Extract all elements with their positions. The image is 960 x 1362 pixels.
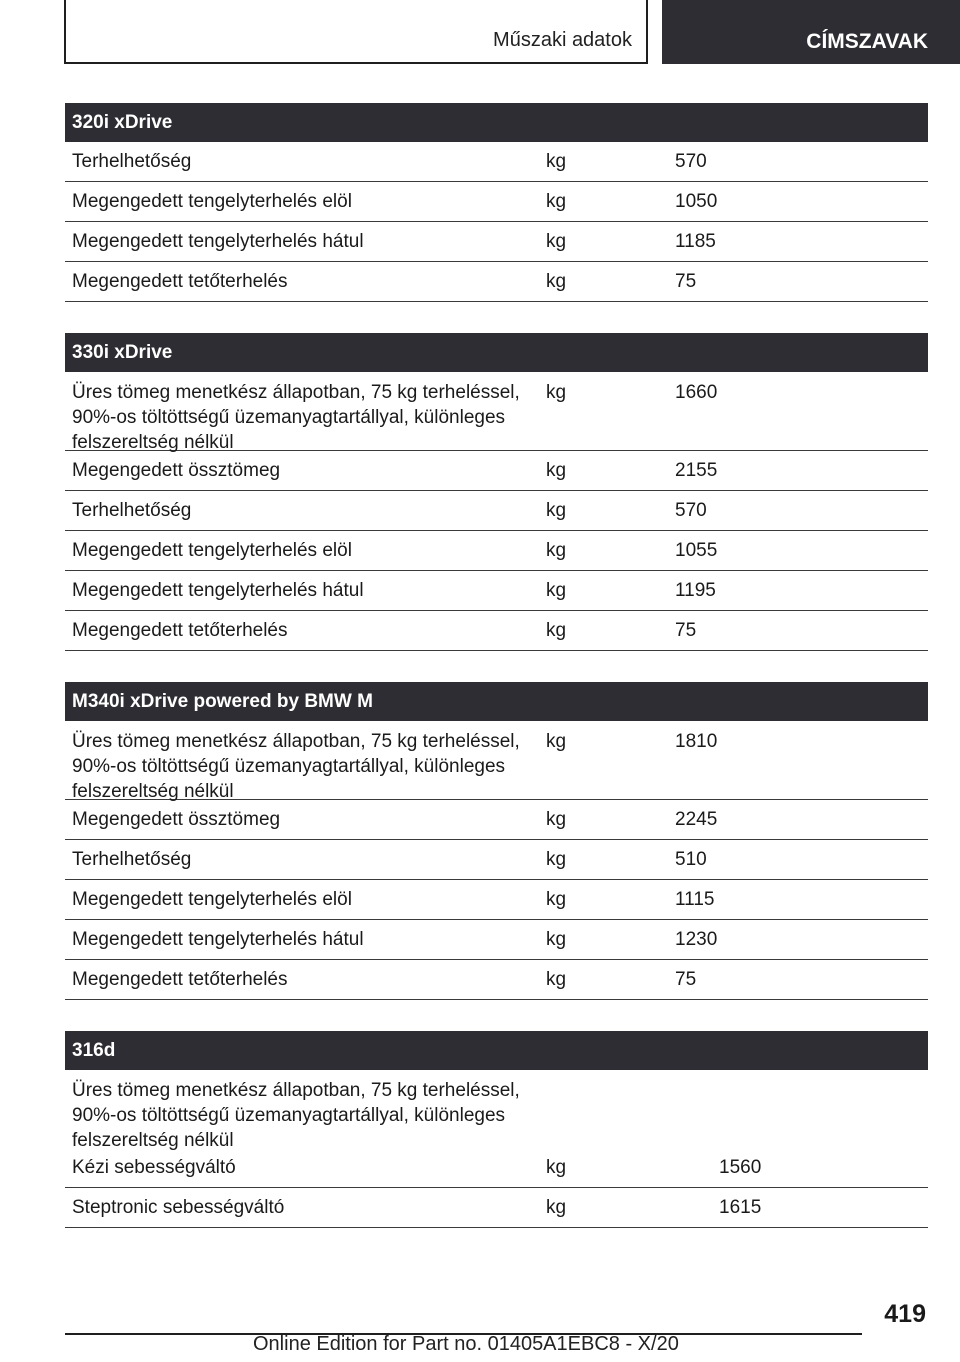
row-label: Megengedett tetőterhelés [72,620,288,641]
row-unit: kg [546,580,567,601]
page-number: 419 [884,1300,926,1328]
row-label: Megengedett tengelyterhelés elöl [72,540,352,561]
row-value: 75 [675,969,697,990]
table-row [65,721,928,800]
row-unit: kg [546,889,567,910]
table-row [65,880,928,920]
row-label: Megengedett tetőterhelés [72,969,288,990]
edition-footer: Online Edition for Part no. 01405A1EBC8 - X/20 [253,1333,679,1355]
spec-table-316d [65,1031,928,1228]
table-title: 320i xDrive [65,103,928,142]
row-label: Megengedett össztömeg [72,809,281,830]
table-row [65,960,928,1000]
row-label: Megengedett tengelyterhelés hátul [72,580,364,601]
row-value: 2245 [675,809,718,830]
table-row [65,611,928,651]
row-unit: kg [546,1197,567,1218]
row-unit: kg [546,500,567,521]
row-value: 1050 [675,191,718,212]
row-label: Terhelhetőség [72,151,192,172]
table-title: 330i xDrive [65,333,928,372]
table-row [65,182,928,222]
table-title: M340i xDrive powered by BMW M [65,682,928,721]
row-label: Terhelhetőség [72,849,192,870]
row-label: Megengedett tetőterhelés [72,271,288,292]
row-label: Megengedett tengelyterhelés hátul [72,929,364,950]
row-value: 1615 [719,1197,762,1218]
row-unit: kg [546,151,567,172]
row-value: 1055 [675,540,718,561]
row-label: Megengedett tengelyterhelés elöl [72,889,352,910]
row-value: 1230 [675,929,718,950]
row-value: 1195 [675,580,716,601]
row-unit: kg [546,929,567,950]
row-value: 75 [675,271,697,292]
row-unit: kg [546,382,567,403]
row-unit: kg [546,969,567,990]
row-value: 2155 [675,460,718,481]
table-title: 316d [65,1031,928,1070]
table-row [65,1188,928,1228]
row-unit: kg [546,271,567,292]
table-row [65,800,928,840]
table-row [65,262,928,302]
row-label: Megengedett tengelyterhelés hátul [72,231,364,252]
spec-table-m340i [65,682,928,1000]
table-row [65,1148,928,1188]
row-label: Üres tömeg menetkész állapotban, 75 kg terheléssel, 90%-os töltöttségű üzemanyagtartállyal, különleges felszereltség nélkül [72,731,520,802]
header-section-title: Műszaki adatok [493,29,632,51]
table-row [65,840,928,880]
row-unit: kg [546,809,567,830]
row-unit: kg [546,231,567,252]
row-label: Üres tömeg menetkész állapotban, 75 kg terheléssel, 90%-os töltöttségű üzemanyagtartállyal, különleges felszereltség nélkül [72,382,520,453]
row-unit: kg [546,1157,567,1178]
table-row [65,920,928,960]
spec-table-320i [65,103,928,302]
row-value: 570 [675,500,707,521]
row-value: 1660 [675,382,718,403]
row-value: 1810 [675,731,718,752]
row-label: Kézi sebességváltó [72,1157,236,1178]
row-unit: kg [546,731,567,752]
row-label: Üres tömeg menetkész állapotban, 75 kg terheléssel, 90%-os töltöttségű üzemanyagtartállyal, különleges felszereltség nélkül [72,1080,520,1151]
row-unit: kg [546,620,567,641]
row-unit: kg [546,540,567,561]
header-chapter-tab [662,0,960,64]
table-note-row [65,1070,928,1151]
row-label: Megengedett össztömeg [72,460,281,481]
row-unit: kg [546,849,567,870]
header-chapter-title: CÍMSZAVAK [806,30,928,53]
row-label: Steptronic sebességváltó [72,1197,285,1218]
row-value: 1185 [675,231,716,252]
table-row [65,142,928,182]
spec-table-330i [65,333,928,651]
table-row [65,451,928,491]
row-label: Megengedett tengelyterhelés elöl [72,191,352,212]
header-section-tab [64,0,648,64]
table-row [65,571,928,611]
table-row [65,491,928,531]
row-unit: kg [546,460,567,481]
table-row [65,531,928,571]
row-value: 75 [675,620,697,641]
spec-tables [65,103,928,1259]
row-value: 570 [675,151,707,172]
row-value: 1560 [719,1157,762,1178]
row-value: 1115 [675,889,715,910]
table-row [65,372,928,451]
row-value: 510 [675,849,707,870]
row-unit: kg [546,191,567,212]
row-label: Terhelhetőség [72,500,192,521]
table-row [65,222,928,262]
